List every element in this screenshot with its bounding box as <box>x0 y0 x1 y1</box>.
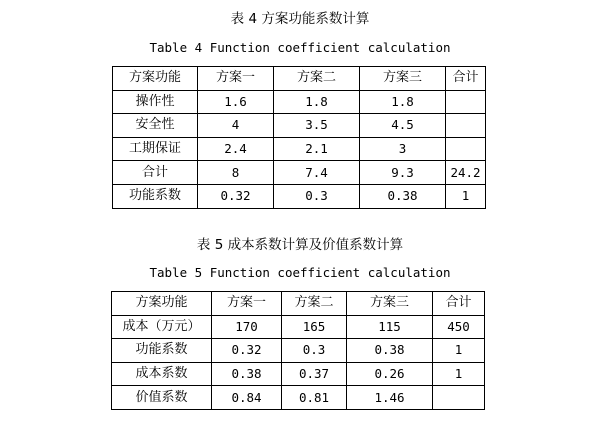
table-cell: 1 <box>433 339 485 363</box>
table-cell: 115 <box>347 315 433 339</box>
table-row <box>112 315 485 339</box>
column-header: 合计 <box>433 292 485 316</box>
table-cell: 0.32 <box>212 339 282 363</box>
table-cell: 1.6 <box>198 90 274 114</box>
table-cell: 1 <box>446 184 486 208</box>
row-label: 功能系数 <box>112 339 212 363</box>
table-cell: 2.1 <box>274 137 360 161</box>
table-cell: 0.32 <box>198 184 274 208</box>
row-label: 合计 <box>113 161 198 185</box>
table-cell: 0.3 <box>282 339 347 363</box>
table-row <box>113 184 486 208</box>
row-label: 安全性 <box>113 114 198 138</box>
table-cell: 0.81 <box>282 386 347 410</box>
table-row <box>112 362 485 386</box>
header-row <box>112 292 485 316</box>
table4-caption-en: Table 4 Function coefficient calculation <box>149 40 451 55</box>
header-row <box>113 67 486 91</box>
table-cell: 7.4 <box>274 161 360 185</box>
table-cell: 0.26 <box>347 362 433 386</box>
table-row <box>112 339 485 363</box>
table-cell: 2.4 <box>198 137 274 161</box>
table-row <box>113 161 486 185</box>
column-header: 方案一 <box>198 67 274 91</box>
table-cell: 0.84 <box>212 386 282 410</box>
table-cell: 0.37 <box>282 362 347 386</box>
table-cell <box>446 90 486 114</box>
table-cell: 1.46 <box>347 386 433 410</box>
table-cell: 3 <box>360 137 446 161</box>
table-cell: 1.8 <box>274 90 360 114</box>
table-cell: 1 <box>433 362 485 386</box>
table-cell: 0.38 <box>212 362 282 386</box>
table-cell: 24.2 <box>446 161 486 185</box>
table4-caption-cn: 表 4 方案功能系数计算 <box>230 11 370 27</box>
column-header: 方案三 <box>347 292 433 316</box>
table-row <box>112 386 485 410</box>
cost-value-coefficient-table <box>111 291 485 410</box>
row-label: 成本系数 <box>112 362 212 386</box>
column-header: 合计 <box>446 67 486 91</box>
row-label: 价值系数 <box>112 386 212 410</box>
column-header: 方案功能 <box>112 292 212 316</box>
column-header: 方案二 <box>274 67 360 91</box>
table5-caption-en: Table 5 Function coefficient calculation <box>149 265 451 280</box>
table-cell: 3.5 <box>274 114 360 138</box>
row-label: 操作性 <box>113 90 198 114</box>
table-cell <box>433 386 485 410</box>
table5-caption-cn: 表 5 成本系数计算及价值系数计算 <box>196 237 404 253</box>
table-cell: 170 <box>212 315 282 339</box>
table-row <box>113 114 486 138</box>
column-header: 方案功能 <box>113 67 198 91</box>
table-cell: 450 <box>433 315 485 339</box>
table-cell: 8 <box>198 161 274 185</box>
row-label: 成本（万元） <box>112 315 212 339</box>
row-label: 工期保证 <box>113 137 198 161</box>
table-cell: 1.8 <box>360 90 446 114</box>
table-cell: 4.5 <box>360 114 446 138</box>
table-cell <box>446 114 486 138</box>
function-coefficient-table <box>112 66 486 209</box>
table-cell <box>446 137 486 161</box>
column-header: 方案二 <box>282 292 347 316</box>
column-header: 方案一 <box>212 292 282 316</box>
table-row <box>113 137 486 161</box>
row-label: 功能系数 <box>113 184 198 208</box>
table-cell: 4 <box>198 114 274 138</box>
table-cell: 0.38 <box>360 184 446 208</box>
table-cell: 9.3 <box>360 161 446 185</box>
table-cell: 0.38 <box>347 339 433 363</box>
column-header: 方案三 <box>360 67 446 91</box>
table-cell: 165 <box>282 315 347 339</box>
table-cell: 0.3 <box>274 184 360 208</box>
table-row <box>113 90 486 114</box>
